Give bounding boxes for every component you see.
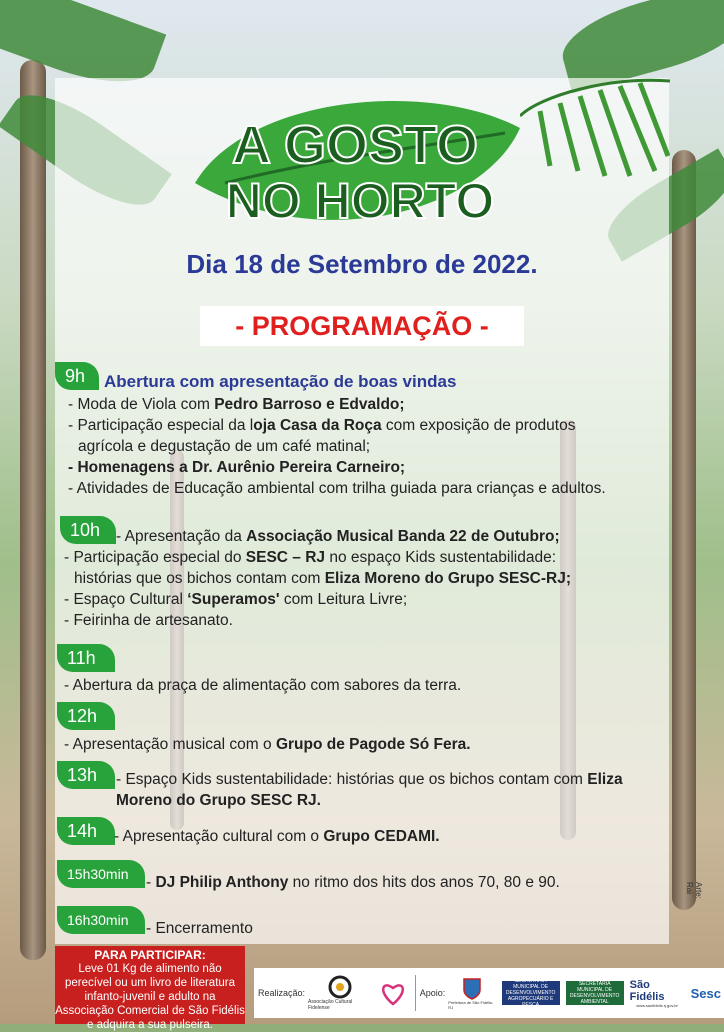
schedule-block-15h30: - DJ Philip Anthony no ritmo dos hits dos anos 70, 80 e 90. [146, 874, 560, 891]
participation-heading: PARA PARTICIPAR: [94, 948, 206, 962]
time-badge-13h: 13h [57, 761, 115, 789]
schedule-block-11h: - Abertura da praça de alimentação com sabores da terra. [64, 677, 462, 694]
time-badge-14h: 14h [57, 817, 115, 845]
logo-line-2: NO HORTO [225, 173, 495, 229]
sesc-logo: Sesc [690, 985, 721, 1001]
participation-box [55, 946, 245, 1031]
sao-fidelis-logo: São Fidélis www.saofidelis.rj.gov.br [629, 978, 678, 1008]
schedule-block-13h: - Espaço Kids sustentabilidade: histórias que os bichos contam com Eliza Moreno do Grupo SESC RJ. [116, 771, 623, 809]
apoio-label: Apoio: [419, 988, 446, 998]
time-badge-15h30: 15h30min [57, 860, 145, 888]
logo-line-1: A GOSTO [231, 115, 479, 175]
sec-agro-logo: SECRETARIA MUNICIPAL DE DESENVOLVIMENTO AGROPECUÁRIO E PESCA [502, 981, 560, 1005]
sponsors-bar [254, 968, 724, 1018]
time-badge-10h: 10h [60, 516, 116, 544]
time-badge-9h: 9h [55, 362, 99, 390]
schedule-block-16h30: - Encerramento [146, 920, 253, 937]
sec-amb-logo: SECRETARIA MUNICIPAL DE DESENVOLVIMENTO AMBIENTAL [566, 981, 624, 1005]
palm-frond-decoration [520, 76, 670, 186]
time-badge-11h: 11h [57, 644, 115, 672]
realizacao-label: Realização: [258, 988, 306, 998]
art-credit: Arte: Rai [685, 882, 703, 899]
time-badge-12h: 12h [57, 702, 115, 730]
time-badge-16h30: 16h30min [57, 906, 145, 934]
participation-text: Leve 01 Kg de alimento não perecível ou um livro de literatura infanto-juvenil e adulto na Associação Comercial de São Fidélis e adquira a sua pulseira. [55, 963, 245, 1031]
acf-logo: Associação Cultural Fidelense [308, 975, 372, 1011]
heart-logo [378, 980, 408, 1006]
opening-title: Abertura com apresentação de boas vindas [104, 372, 457, 391]
schedule-block-12h: - Apresentação musical com o Grupo de Pagode Só Fera. [64, 736, 471, 753]
event-logo [185, 88, 525, 238]
program-title: - PROGRAMAÇÃO - [200, 306, 524, 346]
event-date: Dia 18 de Setembro de 2022. [186, 249, 538, 279]
prefeitura-logo: Prefeitura de São Fidélis-RJ [448, 976, 495, 1010]
schedule-block-14h: - Apresentação cultural com o Grupo CEDAMI. [114, 828, 440, 845]
schedule-block-9h: - Moda de Viola com Pedro Barroso e Edvaldo; - Participação especial da loja Casa da Roça com exposição de produtos agrícola e degustação de um café matinal; - Homenagens a Dr. Aurênio Pereira Carneiro; - Atividades de Educação ambiental com trilha guiada para crianças e adultos. [68, 396, 606, 497]
schedule-block-10h: - Apresentação da Associação Musical Banda 22 de Outubro; - Participação especial do SESC – RJ no espaço Kids sustentabilidade: histórias que os bichos contam com Eliza Moreno do Grupo SESC-RJ; - Espaço Cultural ‘Superamos' com Leitura Livre; - Feirinha de artesanato. [64, 528, 571, 629]
